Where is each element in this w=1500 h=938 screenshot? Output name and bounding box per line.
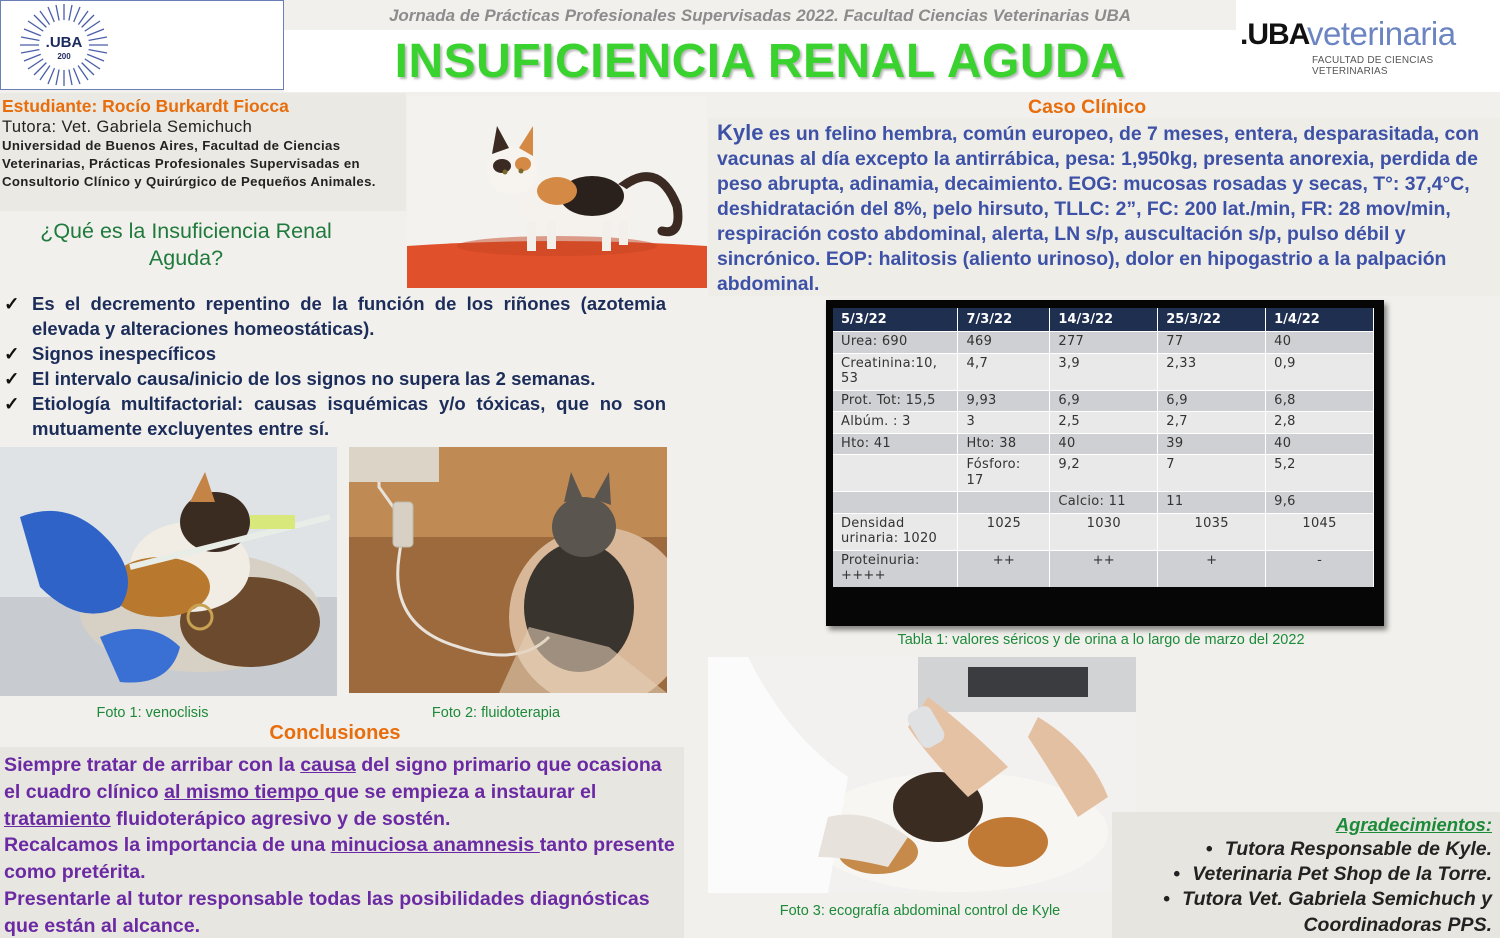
- what-is-heading: [0, 218, 372, 272]
- acknowledgements-list: [1118, 837, 1492, 938]
- institution-text: Universidad de Buenos Aires, Facultad de Ciencias Veterinarias, Prácticas Profesionales Supervisadas en Consultorio Clínico y Quirúrgico de Pequeños Animales.: [2, 138, 376, 189]
- table-row: [833, 492, 1374, 514]
- venoclisis-photo: [0, 447, 337, 696]
- case-heading: Caso Clínico: [1028, 96, 1147, 118]
- table-row: [833, 550, 1374, 587]
- table-cell: 1035: [1158, 513, 1266, 550]
- table-header-row: [833, 308, 1374, 332]
- table-cell: Proteinuria: ++++: [833, 550, 958, 587]
- what-is-line1: ¿Qué es la Insuficiencia Renal: [40, 219, 332, 243]
- list-item: • Veterinaria Pet Shop de la Torre.: [1173, 863, 1492, 886]
- table-cell: 2,5: [1050, 412, 1158, 434]
- table-header-cell: 7/3/22: [958, 308, 1050, 332]
- checkmark-icon: ✓: [4, 343, 20, 364]
- table-cell: Calcio: 11: [1050, 492, 1158, 514]
- table-cell: 1030: [1050, 513, 1158, 550]
- list-item: • Tutora Responsable de Kyle.: [1205, 838, 1492, 860]
- table-cell: 11: [1158, 492, 1266, 514]
- table-cell: 77: [1158, 332, 1266, 354]
- table-cell: [833, 455, 958, 492]
- table-header-cell: 5/3/22: [833, 308, 958, 332]
- logo-faculty-text: FACULTAD DE CIENCIAS VETERINARIAS: [1312, 55, 1434, 77]
- table-cell: [833, 492, 958, 514]
- table-cell: 6,8: [1266, 390, 1374, 412]
- list-item: ✓ Es el decremento repentino de la función de los riñones (azotemia elevada y alteraciones homeostáticas).: [4, 293, 666, 339]
- table-cell: 2,8: [1266, 412, 1374, 434]
- table-cell: 2,7: [1158, 412, 1266, 434]
- table-row: [833, 433, 1374, 455]
- table-cell: 40: [1266, 433, 1374, 455]
- checkmark-icon: ✓: [4, 368, 20, 389]
- list-item: ✓ Signos inespecíficos: [4, 343, 217, 364]
- table-cell: Fósforo: 17: [958, 455, 1050, 492]
- conclusion-paragraph-3: Presentarle al tutor responsable todas las posibilidades diagnósticas que están al alcance.: [4, 887, 650, 937]
- list-item: ✓ El intervalo causa/inicio de los signos no supera las 2 semanas.: [4, 368, 596, 389]
- table-row: [833, 455, 1374, 492]
- lab-values-table: [833, 308, 1374, 587]
- checkmark-icon: ✓: [4, 393, 20, 414]
- table-cell: Creatinina:10, 53: [833, 353, 958, 390]
- svg-text:200: 200: [57, 52, 71, 61]
- photo1-caption: Foto 1: venoclisis: [96, 705, 209, 721]
- conclusion-paragraph-2: Recalcamos la importancia de una minuciosa anamnesis tanto presente como pretérita.: [4, 834, 675, 884]
- table-cell: ++: [958, 550, 1050, 587]
- photo2-caption: Foto 2: fluidoterapia: [431, 705, 561, 721]
- table-cell: 277: [1050, 332, 1158, 354]
- list-item: ✓ Etiología multifactorial: causas isquémicas y/o tóxicas, que no son mutuamente excluyentes entre sí.: [4, 393, 666, 439]
- table-cell: 9,2: [1050, 455, 1158, 492]
- table-cell: 40: [1050, 433, 1158, 455]
- patient-name: Kyle: [717, 120, 764, 145]
- table-cell: 9,93: [958, 390, 1050, 412]
- checkmark-icon: ✓: [4, 293, 20, 314]
- table-cell: Hto: 41: [833, 433, 958, 455]
- table-cell: 1045: [1266, 513, 1374, 550]
- poster-title: INSUFICIENCIA RENAL AGUDA: [394, 35, 1126, 88]
- conclusion-paragraph-1: Siempre tratar de arribar con la causa del signo primario que ocasiona el cuadro clínico al mismo tiempo que se empieza a instaurar el tratamiento fluidoterápico agresivo y de sostén.: [4, 754, 662, 830]
- table-cell: 40: [1266, 332, 1374, 354]
- acknowledgements-heading: Agradecimientos:: [1335, 814, 1492, 835]
- conclusions-text: [4, 752, 680, 938]
- table-cell: -: [1266, 550, 1374, 587]
- student-name: Estudiante: Rocío Burkardt Fiocca: [2, 96, 289, 116]
- table-cell: 0,9: [1266, 353, 1374, 390]
- table-cell: 6,9: [1050, 390, 1158, 412]
- table-cell: 469: [958, 332, 1050, 354]
- table-cell: 2,33: [1158, 353, 1266, 390]
- definition-list: [4, 291, 666, 441]
- table-cell: Albúm. : 3: [833, 412, 958, 434]
- table-cell: 4,7: [958, 353, 1050, 390]
- table-cell: 3: [958, 412, 1050, 434]
- case-description: Kyle es un felino hembra, común europeo, de 7 meses, entera, desparasitada, con vacunas al día excepto la antirrábica, pesa: 1,950kg, presenta anorexia, perdida de peso abrupta, adinamia, decaimiento. EOG: mucosas rosadas y secas, T°: 37,4°C, deshidratación del 8%, pelo hirsuto, TLLC: 2”, FC: 200 lat./min, FR: 28 mov/min, respiración costo abdominal, alerta, LN s/p, auscultación s/p, pulso débil y sincrónico. EOP: halitosis (aliento urinoso), dolor en hipogastrio a la palpación abdominal.: [717, 120, 1480, 295]
- table-row: [833, 353, 1374, 390]
- table-header-cell: 1/4/22: [1266, 308, 1374, 332]
- table-caption: Tabla 1: valores séricos y de orina a lo largo de marzo del 2022: [897, 632, 1305, 648]
- fluidoterapia-photo: [349, 447, 667, 693]
- table-cell: 1025: [958, 513, 1050, 550]
- list-item: • Tutora Vet. Gabriela Semichuch y Coordinadoras PPS.: [1163, 888, 1492, 936]
- table-cell: 3,9: [1050, 353, 1158, 390]
- what-is-line2: Aguda?: [148, 246, 224, 270]
- table-cell: [958, 492, 1050, 514]
- lab-values-table-frame: [826, 300, 1384, 626]
- table-cell: +: [1158, 550, 1266, 587]
- cat-photo: [407, 96, 707, 288]
- table-header-cell: 14/3/22: [1050, 308, 1158, 332]
- table-cell: 9,6: [1266, 492, 1374, 514]
- logo-veterinaria-text: veterinaria: [1307, 15, 1456, 52]
- table-cell: 7: [1158, 455, 1266, 492]
- table-cell: Hto: 38: [958, 433, 1050, 455]
- jornada-subtitle: Jornada de Prácticas Profesionales Supervisadas 2022. Facultad Ciencias Veterinarias UBA: [388, 6, 1132, 25]
- table-row: [833, 412, 1374, 434]
- table-cell: 39: [1158, 433, 1266, 455]
- conclusions-heading: Conclusiones: [269, 722, 401, 744]
- svg-text:.UBA: .UBA: [45, 34, 83, 51]
- table-cell: 5,2: [1266, 455, 1374, 492]
- table-cell: Prot. Tot: 15,5: [833, 390, 958, 412]
- uba-200-seal-icon: [18, 3, 110, 87]
- table-row: [833, 332, 1374, 354]
- ecografia-photo: [708, 657, 1136, 893]
- table-cell: Urea: 690: [833, 332, 958, 354]
- table-row: [833, 390, 1374, 412]
- table-row: [833, 513, 1374, 550]
- logo-uba-text: .UBA: [1240, 18, 1310, 51]
- photo3-caption: Foto 3: ecografía abdominal control de Kyle: [779, 903, 1061, 919]
- table-cell: ++: [1050, 550, 1158, 587]
- table-cell: Densidad urinaria: 1020: [833, 513, 958, 550]
- table-header-cell: 25/3/22: [1158, 308, 1266, 332]
- table-cell: 6,9: [1158, 390, 1266, 412]
- tutor-name: Tutora: Vet. Gabriela Semichuch: [2, 118, 253, 136]
